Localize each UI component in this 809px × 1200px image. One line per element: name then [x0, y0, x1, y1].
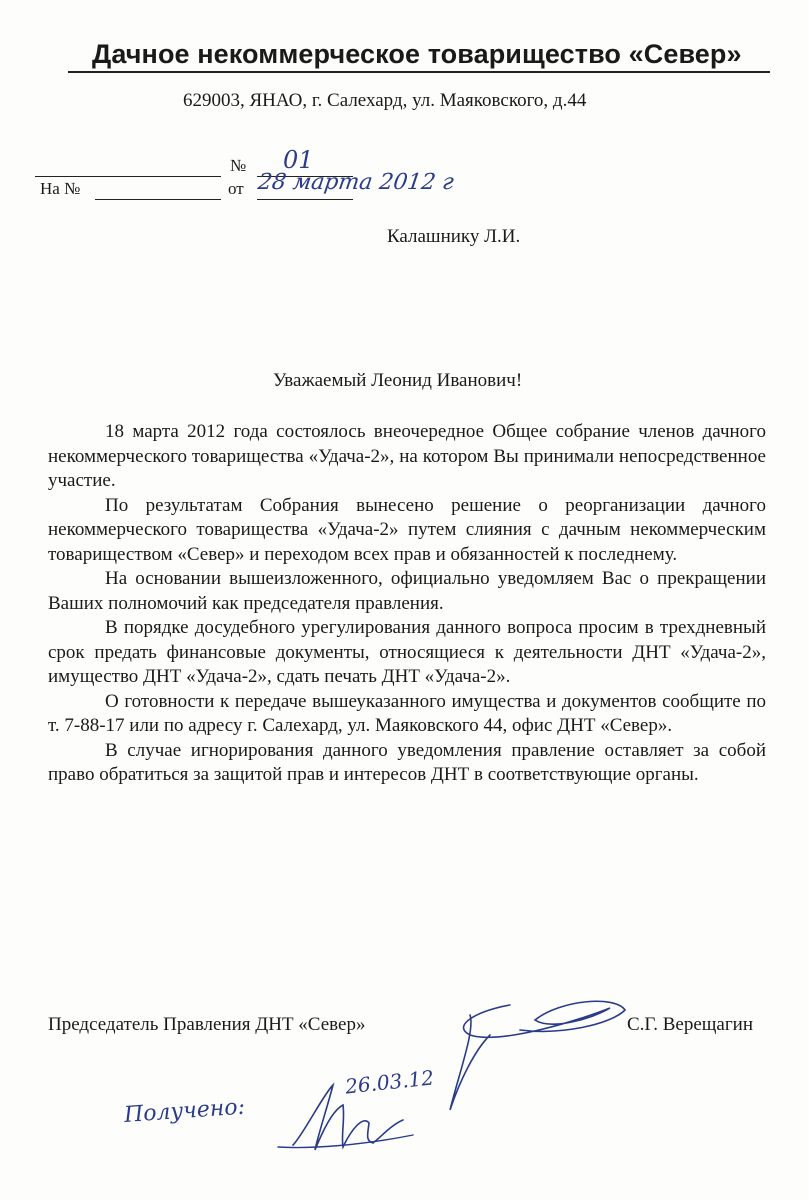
paragraph: 18 марта 2012 года состоялось внеочередное Общее собрание членов дачного некоммерческого товарищества «Удача-2», на котором Вы принимали непосредственное участие. [48, 421, 766, 491]
organization-address: 629003, ЯНАО, г. Салехард, ул. Маяковского, д.44 [183, 90, 587, 111]
handwritten-date: 28 марта 2012 г [256, 170, 456, 195]
date-prefix-label: от [228, 179, 244, 198]
outgoing-reference-blank [35, 176, 221, 177]
received-label: Получено: [123, 1094, 246, 1128]
paragraph: В порядке досудебного урегулирования данного вопроса просим в трехдневный срок предать финансовые документы, относящиеся к деятельности ДНТ «Удача-2», имущество ДНТ «Удача-2», сдать печать ДНТ «Удача-2». [48, 617, 766, 687]
number-label: № [230, 156, 247, 175]
handwritten-number: 01 [283, 146, 314, 174]
date-blank [257, 199, 353, 200]
signatory-position: Председатель Правления ДНТ «Север» [48, 1014, 366, 1035]
paragraph: В случае игнорирования данного уведомления правление оставляет за собой право обратиться за защитой прав и интересов ДНТ в соответствующие органы. [48, 739, 766, 785]
to-number-label: На № [40, 179, 81, 198]
signatory-name: С.Г. Верещагин [627, 1014, 753, 1035]
paragraph: По результатам Собрания вынесено решение о реорганизации дачного некоммерческого товарищества «Удача-2» путем слияния с дачным некоммерческим товариществом «Север» и переходом всех прав и обязанностей к последнему. [48, 494, 766, 565]
handwritten-signature [440, 990, 630, 1130]
organization-title: Дачное некоммерческое товарищество «Север» [92, 39, 742, 69]
letter-body [48, 420, 766, 788]
addressee: Калашнику Л.И. [387, 226, 521, 247]
paragraph: На основании вышеизложенного, официально уведомляем Вас о прекращении Ваших полномочий как председателя правления. [48, 568, 766, 614]
title-underline [68, 71, 770, 73]
to-number-blank [95, 199, 221, 200]
salutation: Уважаемый Леонид Иванович! [273, 370, 523, 391]
paragraph: О готовности к передаче вышеуказанного имущества и документов сообщите по т. 7-88-17 или по адресу г. Салехард, ул. Маяковского 44, офис ДНТ «Север». [48, 690, 766, 736]
received-date: 26.03.12 [343, 1065, 436, 1099]
